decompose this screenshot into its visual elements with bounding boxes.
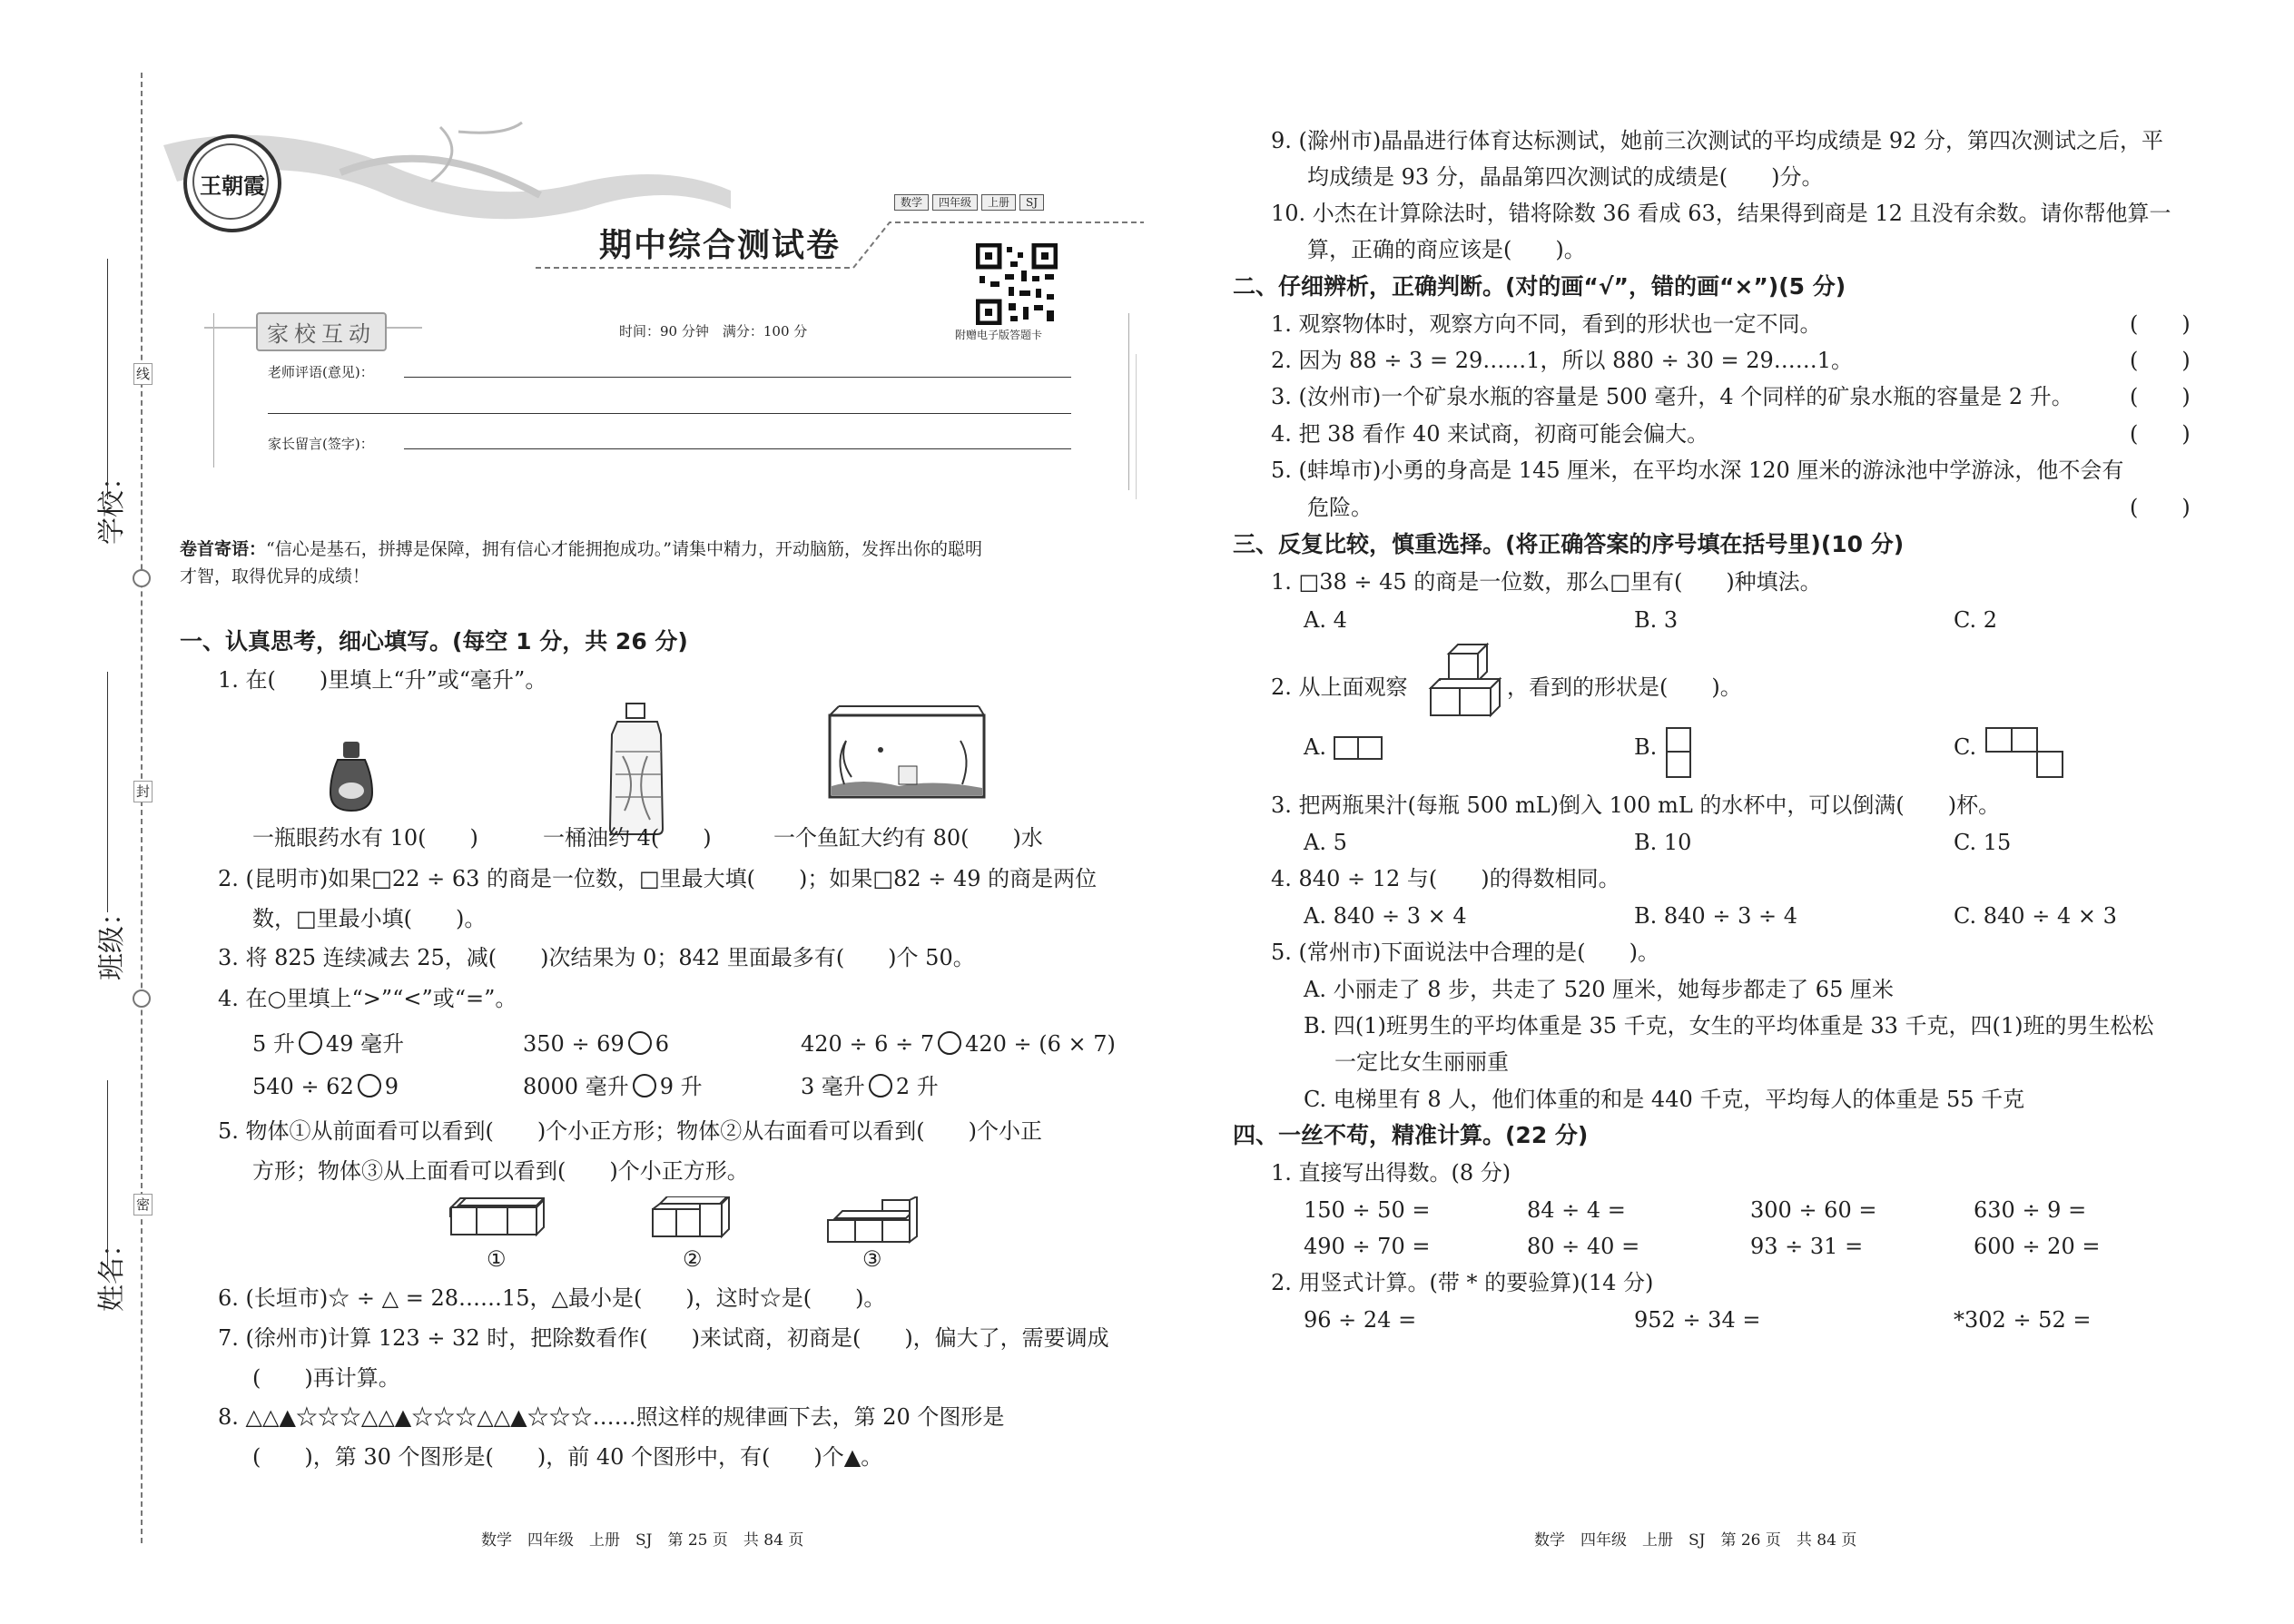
time-score: 时间：90 分钟 满分：100 分	[619, 323, 808, 340]
logo-text: 王朝霞	[200, 172, 265, 199]
judge-bracket-2[interactable]: ( )	[2130, 348, 2191, 373]
compare-left: 420 ÷ 6 ÷ 7	[801, 1031, 935, 1057]
publisher-logo	[183, 134, 281, 232]
compare-left: 350 ÷ 69	[523, 1031, 625, 1057]
s3-q3: 3. 把两瓶果汁(每瓶 500 mL)倒入 100 mL 的水杯中，可以倒满( )杯。	[1271, 792, 2001, 818]
judge-bracket-4[interactable]: ( )	[2130, 421, 2191, 447]
s1-q1-item-3: 一个鱼缸大约有 80( )水	[773, 825, 1043, 851]
q10-line-1: 10. 小杰在计算除法时，错将除数 36 看成 63，结果得到商是 12 且没有余数。请你帮他算一	[1271, 201, 2171, 226]
s1-q1-item-1: 一瓶眼药水有 10( )	[252, 825, 478, 851]
compare-circle[interactable]	[628, 1031, 652, 1055]
s1-q5-line-1: 5. 物体①从前面看可以看到( )个小正方形；物体②从右面看可以看到( )个小正	[218, 1118, 1042, 1144]
logo-inner-ring	[192, 143, 269, 220]
s2-q2: 2. 因为 88 ÷ 3 = 29……1，所以 880 ÷ 30 = 29……1。	[1271, 348, 1854, 373]
interaction-title: 家校互动	[256, 312, 387, 351]
badge-grade: 四年级	[932, 194, 978, 211]
s2-q5-line-2: 危险。	[1307, 495, 1373, 520]
q10-line-2: 算，正确的商应该是( )。	[1307, 237, 1586, 262]
class-label: 班级：	[96, 899, 128, 980]
s1-q8-line-2: ( )，第 30 个图形是( )，前 40 个图形中，有( )个▲。	[252, 1444, 883, 1470]
s3-q5-opt-b-line-1: B. 四(1)班男生的平均体重是 35 千克，女生的平均体重是 33 千克，四(1)班的男生松松	[1304, 1013, 2154, 1038]
footer-right: 数学 四年级 上册 SJ 第 26 页 共 84 页	[1534, 1531, 1857, 1550]
intro-text-2: 才智，取得优异的成绩！	[180, 566, 370, 586]
s1-q1-item-2: 一桶油约 4( )	[543, 825, 712, 851]
compare-right: 420 ÷ (6 × 7)	[965, 1031, 1116, 1057]
s1-q1: 1. 在( )里填上“升”或“毫升”。	[218, 667, 547, 693]
compare-circle[interactable]	[299, 1031, 322, 1055]
option-a-shape	[1333, 735, 1385, 761]
s3-q2-opt-c: C.	[1954, 734, 1977, 760]
section1-heading: 一、认真思考，细心填写。(每空 1 分，共 26 分)	[180, 628, 688, 655]
s3-q5-opt-a: A. 小丽走了 8 步，共走了 520 厘米，她每步都走了 65 厘米	[1304, 977, 1894, 1002]
s3-q5: 5. (常州市)下面说法中合理的是( )。	[1271, 940, 1659, 965]
intro-text-1: “信心是基石，拼搏是保障，拥有信心才能拥抱成功。”请集中精力，开动脑筋，发挥出你的聪明	[266, 539, 982, 559]
s2-q1: 1. 观察物体时，观察方向不同，看到的形状也一定不同。	[1271, 311, 1822, 337]
long-division-1: 96 ÷ 24 =	[1304, 1307, 1417, 1333]
s1-q7-line-2: ( )再计算。	[252, 1365, 400, 1391]
s1-q8-line-1: 8. △△▲☆☆☆△△▲☆☆☆△△▲☆☆☆……照这样的规律画下去，第 20 个图形是	[218, 1404, 1005, 1430]
s3-q4: 4. 840 ÷ 12 与( )的得数相同。	[1271, 866, 1620, 891]
calc-item-2: 84 ÷ 4 =	[1527, 1197, 1626, 1223]
teacher-comment-line-1[interactable]	[404, 377, 1071, 378]
cube-figure-3	[826, 1196, 921, 1247]
s3-q1-opt-c: C. 2	[1954, 607, 1998, 633]
parent-comment-line[interactable]	[404, 448, 1071, 449]
binding-hole-2	[133, 989, 151, 1008]
option-c-shape	[1984, 726, 2066, 781]
compare-right: 9 升	[659, 1074, 703, 1099]
oil-jug-icon	[606, 702, 670, 838]
s2-q3: 3. (汝州市)一个矿泉水瓶的容量是 500 毫升，4 个同样的矿泉水瓶的容量是 2 升。	[1271, 384, 2073, 409]
cube-label-2: ②	[683, 1246, 703, 1272]
compare-circle[interactable]	[633, 1074, 656, 1097]
compare-right: 49 毫升	[325, 1031, 405, 1057]
seal-mark-feng: 封	[133, 781, 153, 802]
calc-item-1: 150 ÷ 50 =	[1304, 1197, 1431, 1223]
s3-q2-prefix: 2. 从上面观察	[1271, 674, 1408, 700]
calc-item-7: 93 ÷ 31 =	[1750, 1234, 1864, 1259]
s1-q4-item-2	[523, 1030, 669, 1058]
s3-q5-opt-c: C. 电梯里有 8 人，他们体重的和是 440 千克，平均每人的体重是 55 千克	[1304, 1087, 2025, 1112]
seal-mark-xian: 线	[133, 363, 153, 385]
cube-figure-1	[449, 1196, 545, 1244]
compare-left: 5 升	[252, 1031, 295, 1057]
judge-bracket-3[interactable]: ( )	[2130, 384, 2191, 409]
badge-volume: 上册	[981, 194, 1016, 211]
teacher-comment-line-2[interactable]	[268, 413, 1071, 414]
badge-subject: 数学	[894, 194, 929, 211]
qr-caption: 附赠电子版答题卡	[955, 329, 1043, 341]
calc-item-5: 490 ÷ 70 =	[1304, 1234, 1431, 1259]
s2-q5-line-1: 5. (蚌埠市)小勇的身高是 145 厘米，在平均水深 120 厘米的游泳池中学游泳，他不会有	[1271, 458, 2124, 483]
s3-q5-opt-b-line-2: 一定比女生丽丽重	[1334, 1049, 1509, 1075]
intro-label: 卷首寄语：	[180, 539, 267, 559]
box-right-rule-2	[1136, 354, 1137, 499]
calc-item-6: 80 ÷ 40 =	[1527, 1234, 1640, 1259]
s1-q2-line-1: 2. (昆明市)如果□22 ÷ 63 的商是一位数，□里最大填( )；如果□82 ÷ 49 的商是两位	[218, 866, 1098, 891]
compare-right: 9	[384, 1074, 399, 1099]
cube-label-1: ①	[487, 1246, 507, 1272]
s1-q7-line-1: 7. (徐州市)计算 123 ÷ 32 时，把除数看作( )来试商，初商是( )，偏大了，需要调成	[218, 1325, 1109, 1351]
s1-q2-line-2: 数，□里最小填( )。	[252, 906, 487, 931]
compare-circle[interactable]	[938, 1031, 961, 1055]
s1-q4-item-4	[252, 1073, 399, 1100]
school-label: 学校：	[96, 463, 128, 545]
name-label: 姓名：	[96, 1230, 128, 1312]
eye-drop-bottle-icon	[329, 740, 374, 814]
s3-q1-opt-a: A. 4	[1304, 607, 1347, 633]
calc-item-4: 630 ÷ 9 =	[1974, 1197, 2087, 1223]
s1-q6: 6. (长垣市)☆ ÷ △ = 28……15，△最小是( )，这时☆是( )。	[218, 1285, 886, 1311]
box-right-rule	[1128, 313, 1129, 490]
long-division-2: 952 ÷ 34 =	[1634, 1307, 1761, 1333]
s3-q4-opt-b: B. 840 ÷ 3 ÷ 4	[1634, 903, 1797, 929]
page-title: 期中综合测试卷	[599, 226, 842, 264]
box-left-rule	[213, 313, 214, 468]
s3-q1-opt-b: B. 3	[1634, 607, 1679, 633]
compare-right: 2 升	[895, 1074, 939, 1099]
s4-q2: 2. 用竖式计算。(带 * 的要验算)(14 分)	[1271, 1270, 1654, 1295]
s1-q4-item-6	[801, 1073, 939, 1100]
q9-line-2: 均成绩是 93 分，晶晶第四次测试的成绩是( )分。	[1307, 164, 1824, 190]
s3-q2-opt-b: B.	[1634, 734, 1658, 760]
footer-left: 数学 四年级 上册 SJ 第 25 页 共 84 页	[481, 1531, 804, 1550]
s3-q2-suffix: ，看到的形状是( )。	[1507, 674, 1742, 700]
binding-cut-line	[141, 73, 143, 1543]
seal-mark-mi: 密	[133, 1194, 153, 1216]
s3-q2-opt-a: A.	[1304, 734, 1326, 760]
calc-item-8: 600 ÷ 20 =	[1974, 1234, 2101, 1259]
s2-q4: 4. 把 38 看作 40 来试商，初商可能会偏大。	[1271, 421, 1709, 447]
s3-q3-opt-c: C. 15	[1954, 830, 2012, 855]
compare-circle[interactable]	[358, 1074, 381, 1097]
name-blank[interactable]	[107, 1080, 108, 1266]
s3-q3-opt-a: A. 5	[1304, 830, 1347, 855]
section3-heading: 三、反复比较，慎重选择。(将正确答案的序号填在括号里)(10 分)	[1233, 531, 1905, 557]
judge-bracket-5[interactable]: ( )	[2130, 495, 2191, 520]
s3-q3-opt-b: B. 10	[1634, 830, 1692, 855]
compare-left: 3 毫升	[801, 1074, 865, 1099]
fish-tank-icon	[826, 704, 989, 801]
s4-q1: 1. 直接写出得数。(8 分)	[1271, 1160, 1511, 1186]
s1-q4-item-5	[523, 1073, 703, 1100]
school-blank[interactable]	[107, 259, 108, 499]
compare-circle[interactable]	[869, 1074, 892, 1097]
s3-q1: 1. □38 ÷ 45 的商是一位数，那么□里有( )种填法。	[1271, 569, 1822, 595]
compare-right: 6	[655, 1031, 669, 1057]
compare-left: 8000 毫升	[523, 1074, 629, 1099]
cube-figure-2	[651, 1196, 737, 1247]
s3-q4-opt-a: A. 840 ÷ 3 × 4	[1304, 903, 1467, 929]
q9-line-1: 9. (滁州市)晶晶进行体育达标测试，她前三次测试的平均成绩是 92 分，第四次测试之后，平	[1271, 128, 2164, 153]
badge-edition: SJ	[1019, 194, 1044, 211]
s1-q5-line-2: 方形；物体③从上面看可以看到( )个小正方形。	[252, 1158, 749, 1184]
long-division-3: *302 ÷ 52 =	[1954, 1307, 2092, 1333]
section2-heading: 二、仔细辨析，正确判断。(对的画“√”，错的画“×”)(5 分)	[1233, 273, 1846, 300]
binding-hole-1	[133, 569, 151, 587]
calc-item-3: 300 ÷ 60 =	[1750, 1197, 1877, 1223]
s1-q4-item-1	[252, 1030, 404, 1058]
compare-left: 540 ÷ 62	[252, 1074, 354, 1099]
cube-stack-figure	[1422, 643, 1505, 720]
s1-q3: 3. 将 825 连续减去 25，减( )次结果为 0；842 里面最多有( )个 50。	[218, 945, 975, 970]
judge-bracket-1[interactable]: ( )	[2130, 311, 2191, 337]
cube-label-3: ③	[862, 1246, 882, 1272]
section4-heading: 四、一丝不苟，精准计算。(22 分)	[1233, 1122, 1589, 1148]
class-blank[interactable]	[107, 672, 108, 912]
intro-line-1	[180, 536, 982, 563]
s3-q4-opt-c: C. 840 ÷ 4 × 3	[1954, 903, 2117, 929]
s1-q4: 4. 在○里填上“>”“<”或“=”。	[218, 986, 517, 1011]
option-b-shape	[1665, 726, 1692, 781]
s1-q4-item-3	[801, 1030, 1116, 1058]
parent-comment-label: 家长留言(签字)：	[268, 436, 374, 452]
teacher-comment-label: 老师评语(意见)：	[268, 364, 374, 380]
